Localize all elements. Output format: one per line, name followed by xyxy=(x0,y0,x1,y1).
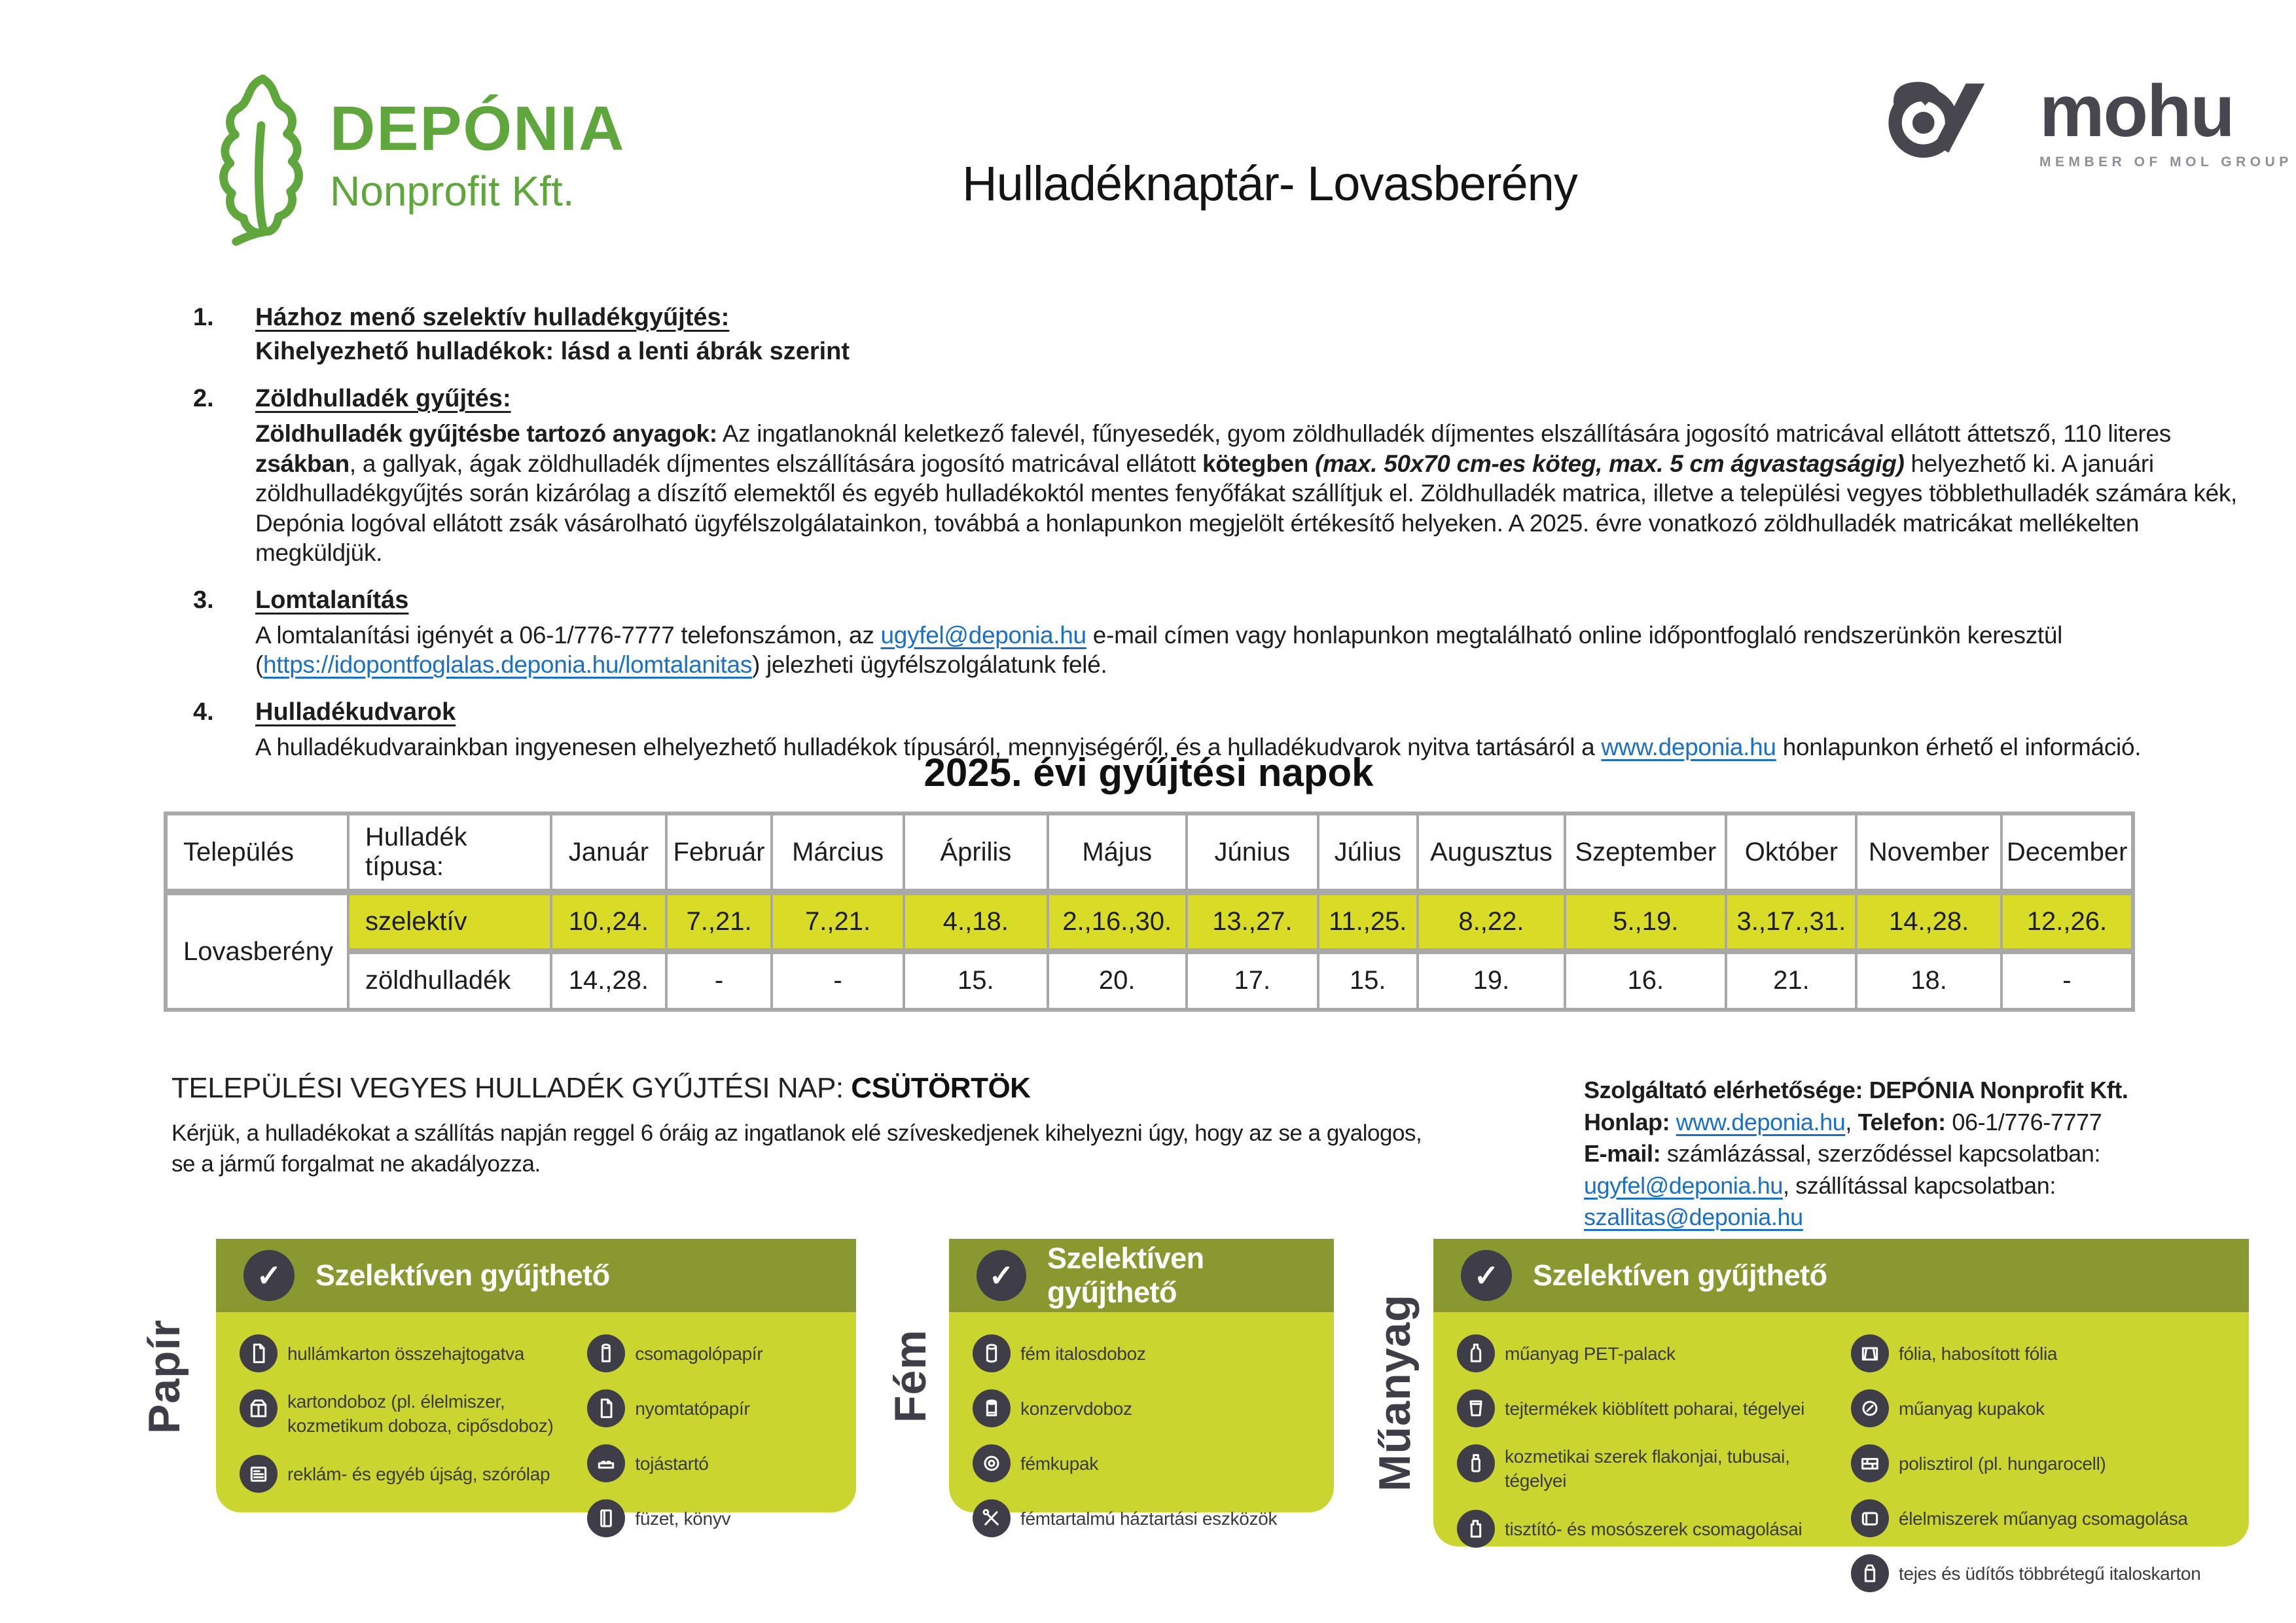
text-segment: Zöldhulladék gyűjtésbe tartozó anyagok: xyxy=(255,420,717,447)
side-label-muanyag: Műanyag xyxy=(1370,1294,1420,1491)
side-label-fem: Fém xyxy=(886,1329,935,1423)
item-label: műanyag PET-palack xyxy=(1505,1343,1676,1364)
text-segment: Szolgáltató elérhetősége: DEPÓNIA Nonprofit Kft. xyxy=(1584,1077,2128,1103)
mixed-waste-section xyxy=(171,1072,1513,1179)
drink-carton-icon xyxy=(1851,1554,1889,1592)
mohu-logo xyxy=(1872,70,2293,170)
waste-type-cell: zöldhulladék xyxy=(348,951,551,1010)
text-segment: Telefon: xyxy=(1857,1108,1952,1135)
item-label: fémkupak xyxy=(1020,1453,1098,1474)
item-label: konzervdoboz xyxy=(1020,1398,1132,1419)
deponia-logo xyxy=(209,69,625,244)
detergent-bottle-icon xyxy=(1457,1510,1495,1548)
tin-can-icon xyxy=(973,1389,1011,1427)
item-heading: Házhoz menő szelektív hulladékgyűjtés: xyxy=(255,304,730,331)
item-subline: Kihelyezhető hulladékok: lásd a lenti ábrák szerint xyxy=(255,338,850,365)
collection-calendar-table xyxy=(164,812,2135,1012)
col-header-month: Május xyxy=(1048,813,1187,892)
col-header-month: Szeptember xyxy=(1565,813,1726,892)
collection-cell: 10.,24. xyxy=(551,892,666,951)
collection-cell: 21. xyxy=(1726,951,1856,1010)
info-item-bulky-waste xyxy=(193,585,2248,680)
item-label: hullámkarton összehajtogatva xyxy=(287,1343,525,1364)
mohu-tagline: MEMBER OF MOL GROUP xyxy=(2039,154,2293,169)
item-heading: Zöldhulladék gyűjtés: xyxy=(255,385,511,412)
item-label: fólia, habosított fólia xyxy=(1898,1343,2058,1364)
panel-item xyxy=(973,1389,1321,1427)
text-segment: honlapunkon érhető el információ. xyxy=(1776,733,2142,760)
panel-item xyxy=(1851,1444,2236,1482)
panel-header-label: Szelektíven gyűjthető xyxy=(1533,1258,1827,1292)
panel-header-label: Szelektíven gyűjthető xyxy=(315,1258,610,1292)
collection-cell: 16. xyxy=(1565,951,1726,1010)
item-label: reklám- és egyéb újság, szórólap xyxy=(287,1463,550,1484)
collection-cell: 11.,25. xyxy=(1318,892,1418,951)
link[interactable]: https://idopontfoglalas.deponia.hu/lomtalanitas xyxy=(263,651,753,678)
panel-item xyxy=(973,1444,1321,1482)
text-segment: helyezhető ki. A januári zöldhulladékgyűjtés során kizárólag a díszítő elemektől és egyéb hulladékoktól mentes fenyőfákat szállítjuk el. Zöldhulladék matrica, illetve a települési vegyes többlethulladék számára kék, Depónia logóval ellátott zsák vásárolható ügyfélszolgálatainkon, továbbá a honlapunkon megjelölt értékesítő helyeken. A 2025. évre vonatkozó zöldhulladék matricákat mellékelten megküldjük. xyxy=(255,450,2238,566)
row-szelektiv xyxy=(166,892,2133,951)
collection-cell: 7.,21. xyxy=(666,892,772,951)
item-heading: Lomtalanítás xyxy=(255,586,409,614)
brand-subtitle: Nonprofit Kft. xyxy=(330,168,575,215)
text-segment: , a gallyak, ágak zöldhulladék díjmentes elszállítására jogosító matricával ellátott xyxy=(349,450,1203,477)
collection-cell: 18. xyxy=(1856,951,2001,1010)
mohu-wordmark: mohu xyxy=(2039,70,2234,152)
item-label: tejtermékek kiöblített poharai, tégelyei xyxy=(1505,1398,1805,1419)
item-label: tejes és üdítős többrétegű italoskarton xyxy=(1898,1563,2201,1584)
text-segment: 06-1/776-7777 xyxy=(1952,1108,2102,1135)
panel-header-label: Szelektíven gyűjthető xyxy=(1047,1241,1204,1309)
collection-cell: - xyxy=(2001,951,2133,1010)
contact-line xyxy=(1584,1170,2265,1202)
waste-type-cell: szelektív xyxy=(348,892,551,951)
pet-bottle-icon xyxy=(1457,1334,1495,1372)
item-label: fém italosdoboz xyxy=(1020,1343,1146,1364)
side-label-papir: Papír xyxy=(139,1319,189,1434)
text-segment: ) jelezheti ügyfélszolgálatunk felé. xyxy=(752,651,1107,678)
leaf-icon xyxy=(209,69,313,244)
dairy-cup-icon xyxy=(1457,1389,1495,1427)
row-zoldhulladek xyxy=(166,951,2133,1010)
calendar-header-row xyxy=(166,813,2133,892)
metal-household-tools-icon xyxy=(973,1499,1011,1537)
mixed-waste-day: CSÜTÖRTÖK xyxy=(851,1072,1031,1104)
contact-line xyxy=(1584,1138,2265,1170)
link[interactable]: szallitas@deponia.hu xyxy=(1584,1204,1803,1230)
item-label: élelmiszerek műanyag csomagolása xyxy=(1898,1508,2188,1529)
item-label: polisztirol (pl. hungarocell) xyxy=(1898,1453,2106,1474)
cosmetic-bottle-icon xyxy=(1457,1444,1495,1482)
mixed-waste-label: TELEPÜLÉSI VEGYES HULLADÉK GYŰJTÉSI NAP: xyxy=(171,1072,852,1104)
item-label: tojástartó xyxy=(635,1453,709,1474)
text-segment: kötegben xyxy=(1202,450,1309,477)
collection-cell: 15. xyxy=(1318,951,1418,1010)
item-heading: Hulladékudvarok xyxy=(255,698,456,726)
col-header-month: Július xyxy=(1318,813,1418,892)
text-segment: Az ingatlanoknál keletkező falevél, fűnyesedék, gyom zöldhulladék díjmentes elszállítására jogosító matricával ellátott áttetsző, 110 literes xyxy=(717,420,2171,447)
mixed-waste-note-line: Kérjük, a hulladékokat a szállítás napján reggel 6 óráig az ingatlanok elé szíveskedjenek kihelyezni úgy, hogy az se a gyalogos, xyxy=(171,1120,1422,1146)
text-segment: A lomtalanítási igényét a 06-1/776-7777 telefonszámon, az xyxy=(255,621,881,649)
col-header-month: Június xyxy=(1187,813,1318,892)
panel-item xyxy=(587,1499,843,1537)
collection-cell: 14.,28. xyxy=(1856,892,2001,951)
item-body xyxy=(255,620,2248,680)
check-icon: ✓ xyxy=(1461,1250,1512,1301)
beverage-can-icon xyxy=(973,1334,1011,1372)
collection-cell: - xyxy=(772,951,904,1010)
contact-line xyxy=(1584,1107,2265,1139)
contact-line xyxy=(1584,1202,2265,1234)
egg-carton-icon xyxy=(587,1444,625,1482)
wrapping-paper-icon xyxy=(587,1334,625,1372)
corrugated-cardboard-icon xyxy=(240,1334,278,1372)
collection-cell: 5.,19. xyxy=(1565,892,1726,951)
text-segment: , xyxy=(1845,1108,1858,1135)
municipality-cell: Lovasberény xyxy=(166,892,348,1010)
check-icon: ✓ xyxy=(977,1250,1026,1301)
item-label: kozmetikai szerek flakonjai, tubusai, tégelyei xyxy=(1505,1446,1790,1491)
col-header-month: Október xyxy=(1726,813,1856,892)
col-header-telepules: Település xyxy=(166,813,348,892)
printer-paper-icon xyxy=(587,1389,625,1427)
panel-item xyxy=(587,1389,843,1427)
text-segment: A hulladékudvarainkban ingyenesen elhelyezhető hulladékok típusáról, mennyiségéről, és a hulladékudvarok nyitva tartásáról a xyxy=(255,733,1602,760)
collection-cell: 20. xyxy=(1048,951,1187,1010)
panel-item xyxy=(240,1334,582,1372)
item-number: 4. xyxy=(193,698,214,726)
item-label: műanyag kupakok xyxy=(1898,1398,2045,1419)
polystyrene-icon xyxy=(1851,1444,1889,1482)
panel-item xyxy=(240,1389,582,1438)
calendar-title: 2025. évi gyűjtési napok xyxy=(924,751,1374,794)
panel-papir xyxy=(216,1239,856,1529)
panel-item xyxy=(1851,1554,2236,1592)
text-segment: számlázással, szerződéssel kapcsolatban: xyxy=(1666,1140,2101,1167)
plastic-cap-icon xyxy=(1851,1389,1889,1427)
link[interactable]: ugyfel@deponia.hu xyxy=(880,621,1086,649)
food-packaging-icon xyxy=(1851,1499,1889,1537)
collection-cell: 12.,26. xyxy=(2001,892,2133,951)
text-segment: (max. 50x70 cm-es köteg, max. 5 cm ágvastagságig) xyxy=(1308,450,1905,477)
info-list xyxy=(193,302,2248,779)
item-label: kartondoboz (pl. élelmiszer, kozmetikum doboza, cipősdoboz) xyxy=(287,1391,554,1436)
item-number: 1. xyxy=(193,304,214,331)
collection-cell: 15. xyxy=(904,951,1047,1010)
newspaper-icon xyxy=(240,1455,278,1493)
check-icon: ✓ xyxy=(243,1250,295,1301)
panel-item xyxy=(587,1444,843,1482)
item-label: csomagolópapír xyxy=(635,1343,763,1364)
item-label: fémtartalmú háztartási eszközök xyxy=(1020,1508,1278,1529)
brand-name: DEPÓNIA xyxy=(330,94,626,164)
metal-cap-icon xyxy=(973,1444,1011,1482)
col-header-month: December xyxy=(2001,813,2133,892)
collection-cell: - xyxy=(666,951,772,1010)
col-header-month: Január xyxy=(551,813,666,892)
panel-item xyxy=(1457,1334,1846,1372)
panel-item xyxy=(973,1499,1321,1537)
item-number: 2. xyxy=(193,385,214,412)
link[interactable]: ugyfel@deponia.hu xyxy=(1584,1171,1783,1199)
link[interactable]: www.deponia.hu xyxy=(1601,733,1776,760)
collection-cell: 7.,21. xyxy=(772,892,904,951)
collection-cell: 14.,28. xyxy=(551,951,666,1010)
panel-item xyxy=(1851,1389,2236,1427)
col-header-month: Március xyxy=(772,813,904,892)
mohu-owl-icon xyxy=(1872,77,2024,156)
collection-cell: 2.,16.,30. xyxy=(1048,892,1187,951)
text-segment: E-mail: xyxy=(1584,1140,1667,1167)
mixed-waste-note-line: se a jármű forgalmat ne akadályozza. xyxy=(171,1151,541,1177)
page-title: Hulladéknaptár- Lovasberény xyxy=(962,156,1577,211)
col-header-month: Augusztus xyxy=(1418,813,1566,892)
col-header-month: Április xyxy=(904,813,1047,892)
foil-icon xyxy=(1851,1334,1889,1372)
panel-item xyxy=(1457,1510,1846,1548)
collection-cell: 17. xyxy=(1187,951,1318,1010)
text-segment: Honlap: xyxy=(1584,1108,1676,1135)
info-item-greenwaste xyxy=(193,383,2248,568)
panel-item xyxy=(587,1334,843,1372)
item-label: füzet, könyv xyxy=(635,1508,731,1529)
panel-muanyag xyxy=(1433,1239,2249,1584)
panel-item xyxy=(1457,1444,1846,1493)
collection-cell: 4.,18. xyxy=(904,892,1047,951)
collection-cell: 19. xyxy=(1418,951,1566,1010)
col-header-month: November xyxy=(1856,813,2001,892)
provider-contact-block xyxy=(1584,1075,2265,1234)
collection-cell: 8.,22. xyxy=(1418,892,1566,951)
notebook-book-icon xyxy=(587,1499,625,1537)
text-segment: , szállítással kapcsolatban: xyxy=(1782,1171,2056,1199)
item-label: tisztító- és mosószerek csomagolásai xyxy=(1505,1518,1803,1539)
text-segment: e-mail címen vagy honlapunkon megtalálható online időpontfoglaló rendszerünkön keresztül ( xyxy=(255,621,2063,678)
link[interactable]: www.deponia.hu xyxy=(1676,1108,1846,1135)
panel-item xyxy=(1457,1389,1846,1427)
col-header-hulladek-tipusa: Hulladék típusa: xyxy=(348,813,551,892)
info-item-selective xyxy=(193,302,2248,366)
panel-item xyxy=(240,1455,582,1493)
collection-cell: 3.,17.,31. xyxy=(1726,892,1856,951)
panel-item xyxy=(973,1334,1321,1372)
item-label: nyomtatópapír xyxy=(635,1398,750,1419)
panel-item xyxy=(1851,1334,2236,1372)
text-segment: zsákban xyxy=(255,450,350,477)
item-number: 3. xyxy=(193,586,214,614)
panel-item xyxy=(1851,1499,2236,1537)
panel-fem xyxy=(949,1239,1334,1529)
carton-box-icon xyxy=(240,1389,278,1427)
item-body xyxy=(255,419,2248,568)
col-header-month: Február xyxy=(666,813,772,892)
collection-cell: 13.,27. xyxy=(1187,892,1318,951)
contact-line xyxy=(1584,1075,2265,1107)
